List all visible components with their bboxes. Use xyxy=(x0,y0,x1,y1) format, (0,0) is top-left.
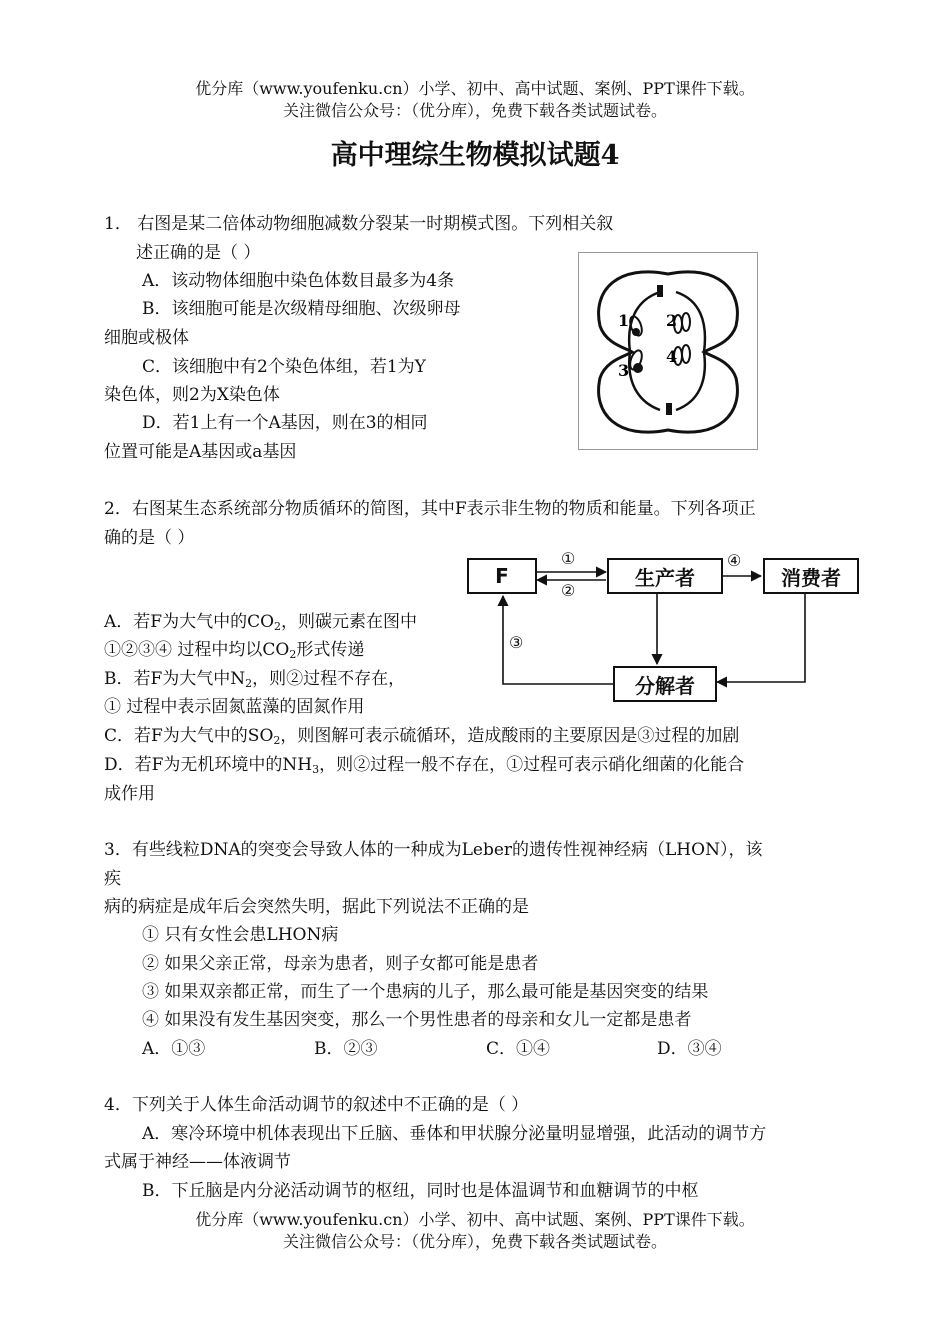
q3-option-a: A．①③ xyxy=(142,1039,206,1059)
q1-option-b-line-2: 细胞或极体 xyxy=(104,328,189,348)
q1-stem-line-1: 1． 右图是某二倍体动物细胞减数分裂某一时期模式图。下列相关叙 xyxy=(104,214,614,234)
footer-line-2: 关注微信公众号：（优分库），免费下载各类试题试卷。 xyxy=(282,1232,667,1251)
q2-option-a-line-2: ①②③④ 过程中均以$CO_2$形式传递 xyxy=(104,640,365,661)
q1-option-d-line-1: D．若1上有一个A基因，则在3的相同 xyxy=(142,413,428,433)
q1-option-b-line-1: B．该细胞可能是次级精母细胞、次级卵母 xyxy=(142,299,461,319)
q4-option-a-line-2: 式属于神经——体液调节 xyxy=(104,1152,291,1172)
q3-option-b: B．②③ xyxy=(314,1039,378,1059)
footer-line-1: 优分库（www.youfenku.cn）小学、初中、高中试题、案例、PPT课件下载。 xyxy=(195,1210,755,1229)
q4-option-a-line-1: A．寒冷环境中机体表现出下丘脑、垂体和甲状腺分泌量明显增强，此活动的调节方 xyxy=(142,1124,767,1144)
q3-item-1: ① 只有女性会患LHON病 xyxy=(142,925,339,945)
arrow-label-3: ③ xyxy=(509,633,524,652)
q2-option-a-line-1: A．若F为大气中的$CO_2$，则碳元素在图中 xyxy=(104,612,418,633)
q3-stem-line-2: 疾 xyxy=(104,869,121,889)
q3-item-4: ④ 如果没有发生基因突变，那么一个男性患者的母亲和女儿一定都是患者 xyxy=(142,1010,692,1030)
q1-stem-line-2: 述正确的是（ ） xyxy=(136,243,261,263)
q1-option-a: A．该动物体细胞中染色体数目最多为4条 xyxy=(142,271,455,291)
arrow-label-4: ④ xyxy=(727,551,742,570)
q2-option-d-line-2: 成作用 xyxy=(104,784,155,804)
q3-stem-line-3: 病的病症是成年后会突然失明，据此下列说法不正确的是 xyxy=(104,897,529,917)
arrow-label-2: ② xyxy=(561,581,576,600)
q3-option-c: C．①④ xyxy=(486,1039,551,1059)
box-producer: 生产者 xyxy=(607,558,723,594)
cycle-diagram xyxy=(465,549,865,710)
figure-label-4: 4 xyxy=(666,347,678,366)
box-consumer: 消费者 xyxy=(763,558,859,594)
q2-option-d-line-1: D．若F为无机环境中的$NH_3$，则②过程一般不存在，①过程可表示硝化细菌的化能合 xyxy=(104,755,745,776)
box-f: F xyxy=(467,558,537,594)
q2-option-c: C．若F为大气中的$SO_2$，则图解可表示硫循环，造成酸雨的主要原因是③过程的加剧 xyxy=(104,726,740,747)
q3-option-d: D．③④ xyxy=(657,1039,722,1059)
figure-label-2: 2 xyxy=(666,311,678,330)
header-line-2: 关注微信公众号：（优分库），免费下载各类试题试卷。 xyxy=(282,101,667,120)
q4-stem: 4．下列关于人体生命活动调节的叙述中不正确的是（ ） xyxy=(104,1095,529,1115)
q2-option-b-line-1: B．若F为大气中$N_2$，则②过程不存在， xyxy=(104,669,406,690)
q1-option-c-line-2: 染色体，则2为X染色体 xyxy=(104,385,280,405)
cell-division-figure xyxy=(578,252,758,450)
q2-stem-line-1: 2．右图某生态系统部分物质循环的简图，其中F表示非生物的物质和能量。下列各项正 xyxy=(104,499,756,519)
q2-stem-line-2: 确的是（ ） xyxy=(104,528,195,548)
figure-label-1: 1 xyxy=(618,311,630,330)
arrow-label-1: ① xyxy=(561,549,576,568)
q3-stem-line-1: 3．有些线粒DNA的突变会导致人体的一种成为Leber的遗传性视神经病（LHON），该 xyxy=(104,840,763,860)
q4-option-b: B．下丘脑是内分泌活动调节的枢纽，同时也是体温调节和血糖调节的中枢 xyxy=(142,1181,699,1201)
q1-option-d-line-2: 位置可能是A基因或a基因 xyxy=(104,442,297,462)
page-title: 高中理综生物模拟试题4 xyxy=(330,140,620,171)
q2-option-b-line-2: ① 过程中表示固氮蓝藻的固氮作用 xyxy=(104,697,365,717)
q3-item-3: ③ 如果双亲都正常，而生了一个患病的儿子，那么最可能是基因突变的结果 xyxy=(142,982,709,1002)
header-line-1: 优分库（www.youfenku.cn）小学、初中、高中试题、案例、PPT课件下载。 xyxy=(195,79,755,98)
figure-label-3: 3 xyxy=(618,361,630,380)
q1-option-c-line-1: C．该细胞中有2个染色体组，若1为Y xyxy=(142,357,426,377)
box-decomposer: 分解者 xyxy=(613,666,717,702)
q3-item-2: ② 如果父亲正常，母亲为患者，则子女都可能是患者 xyxy=(142,954,539,974)
